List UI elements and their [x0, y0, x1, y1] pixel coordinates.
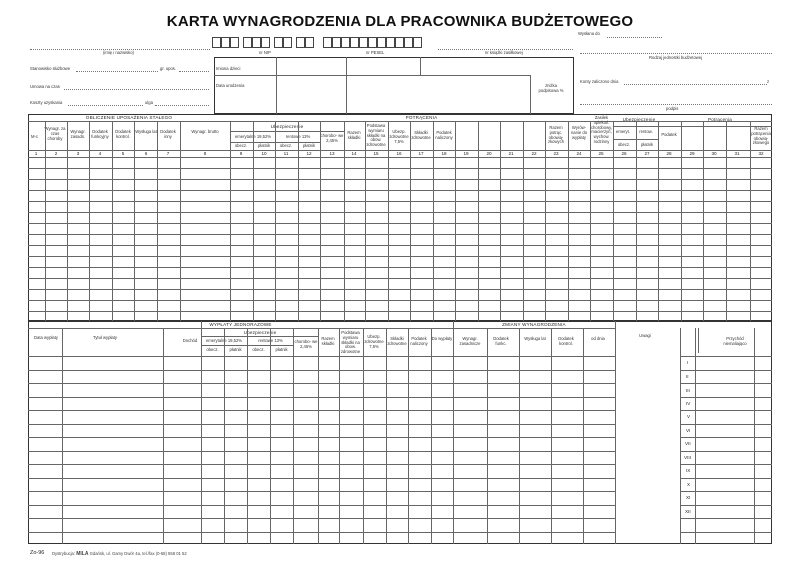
footer-address: Gdańsk, ul. Gamy Dwór 4a, tel./fax (0-58) 558 01 52 [89, 551, 187, 556]
footer-brand: MILA [76, 551, 89, 557]
gr-upos-label: gr. upos. [160, 66, 177, 71]
podatek2-header: Podatek [661, 132, 677, 137]
roman-v: V [687, 414, 691, 419]
dzieci-table [214, 57, 574, 114]
column-rule [568, 121, 569, 321]
column-rule [478, 121, 479, 321]
wynagr-czas-choroby-header: Wynagr. za czas choroby [44, 126, 66, 141]
roman-iv: IV [686, 401, 691, 406]
ubezpieczenie-bottom-header: Ubezpieczenie [243, 330, 277, 335]
imie-nazwisko-label: (imię i nazwisko) [103, 50, 134, 55]
column-rule [613, 121, 614, 321]
przychod-bottom: Przychód niemaliająco [723, 336, 747, 346]
wyplaty-header: WYPŁATY JEDNORAZOWE [209, 322, 272, 327]
table-row [28, 518, 615, 519]
column-rule [431, 328, 432, 544]
razem-skladki-bottom: Razem składki [321, 336, 335, 346]
dodatek-inny-header: Dodatek inny [160, 129, 176, 139]
table-row [28, 245, 772, 246]
form-code: Zo-96 [30, 550, 45, 556]
obecz2-header: obecz. [617, 142, 631, 147]
column-rule [523, 121, 524, 321]
podstawa-header: Podstawa wymiaru składki na obow. zdrowotne [366, 123, 386, 148]
column-rule [365, 121, 366, 321]
column-rule [453, 321, 454, 544]
potracenia2-header: Potrącenia [708, 117, 732, 122]
mc-header: M-c [31, 134, 38, 139]
platnik2-header: płatnik [640, 142, 654, 147]
table-row [28, 311, 772, 312]
rentowe-bottom-header: rentowe 13% [258, 338, 283, 343]
do-wyplaty-bottom: Do wypłaty [431, 336, 453, 341]
roman-iii: III [686, 388, 690, 393]
placnik-header-1: płatnik [257, 143, 271, 148]
emerytalne-header: emerytalne 19,52% [234, 134, 272, 139]
umowa-label: Umowa na czas [30, 84, 60, 89]
column-rule [134, 121, 135, 321]
column-rule [253, 121, 254, 321]
column-rule [583, 328, 584, 544]
column-rule [636, 121, 637, 321]
tytul-wyplaty-header: Tytuł wypłaty [93, 335, 117, 340]
column-rule [224, 328, 225, 544]
month-row [680, 437, 772, 438]
column-rule [433, 121, 434, 321]
table-row [28, 424, 615, 425]
table-row [28, 267, 772, 268]
column-rule [658, 121, 659, 321]
ubezpieczenie-header: Ubezpieczenie [270, 124, 304, 129]
table-row [28, 179, 772, 180]
roman-ix: IX [686, 468, 691, 473]
wysluga-bottom: Wysługa lat [524, 336, 546, 341]
roman-x: X [687, 482, 691, 487]
table-row [28, 410, 615, 411]
wyrow-header: Wyrów- nanie do wypłaty [570, 125, 588, 140]
obecz-header-1: obecz. [234, 143, 248, 148]
konto-line[interactable] [624, 84, 767, 85]
obliczenie-header: OBLICZENIE UPOSAŻENIA STAŁEGO [85, 115, 173, 120]
rodzaj-label: Rodzaj jednostki budżetowej [649, 55, 703, 60]
column-rule [487, 328, 488, 544]
umowa-line[interactable] [64, 89, 209, 90]
table-row [28, 464, 615, 465]
column-rule [551, 328, 552, 544]
wyslana-label: Wysłana do [578, 31, 600, 36]
column-rule [680, 328, 681, 544]
column-rule [386, 328, 387, 544]
column-rule [320, 121, 321, 321]
month-row [680, 532, 772, 533]
roman-viii: VIII [684, 455, 691, 460]
column-rule [163, 328, 164, 544]
column-rule [408, 328, 409, 544]
placnik-header-2: płatnik [302, 143, 316, 148]
column-rule [388, 121, 389, 321]
column-rule [726, 121, 727, 321]
koszty-line[interactable] [68, 105, 143, 106]
table-row [28, 289, 772, 290]
wynagr-zasadn-header: Wynagr. zasadn. [70, 129, 86, 139]
month-row [680, 410, 772, 411]
ubezp-zdrowotne-header: Ubezp. zdrowotne 7,5% [389, 129, 409, 144]
wyslana-line[interactable] [607, 37, 662, 38]
obecz-bottom-1: obecz. [206, 347, 219, 352]
column-rule [455, 121, 456, 321]
dochod-header: Dochód [182, 338, 198, 343]
table-row [28, 451, 615, 452]
pesel-label: nr PESEL [366, 50, 385, 55]
column-rule [62, 328, 63, 544]
month-row [680, 424, 772, 425]
wynagr-zasadn-bottom: Wynagr. zasadnicze [459, 336, 481, 346]
column-rule [698, 328, 699, 353]
data-wyplaty-header: Data wypłaty [34, 335, 58, 340]
razem-potrac2-header: Razem potrącenia obowią- zkowego [751, 126, 771, 146]
footer-dystrybucja: Dystrybucja: [52, 551, 76, 556]
table-row [28, 478, 615, 479]
ubezp-bottom: Ubezp. zdrowotne 7,5% [364, 334, 384, 349]
rentowe-header: rentowe 13% [285, 134, 311, 139]
column-rule [293, 328, 294, 544]
table-row [28, 397, 615, 398]
column-rule [703, 121, 704, 321]
column-rule [545, 121, 546, 321]
rodzaj-line[interactable] [580, 53, 772, 54]
column-rule [695, 328, 696, 544]
month-row [680, 518, 772, 519]
table-row [28, 383, 615, 384]
table-row [28, 212, 772, 213]
table-row [28, 168, 772, 169]
table-row [28, 278, 772, 279]
column-rule [318, 328, 319, 544]
chorobowe-header: chorobo- we 2,45% [320, 133, 344, 143]
column-rule [410, 121, 411, 321]
koszty-label: Koszty uzyskania [30, 100, 63, 105]
skladki-zdrowotne-header: Składki zdrowotne [411, 130, 431, 140]
konto-label: Konty zaliczono dnia [580, 79, 619, 84]
imiona-dzieci-label: Imiona dzieci [216, 66, 241, 71]
month-row [680, 370, 772, 371]
emerytalne-bottom-header: emerytalne 19,52% [205, 338, 243, 343]
table-row [28, 532, 615, 533]
podpis-line[interactable] [580, 104, 772, 105]
column-rule [112, 121, 113, 321]
nr-ksiazki-label: nr książki zasiłkowej [485, 50, 523, 55]
column-rule [157, 121, 158, 321]
column-rule [339, 328, 340, 544]
podatek-naliczony-header: Podatek naliczony [435, 130, 453, 140]
column-rule [230, 121, 231, 321]
table-row [28, 505, 615, 506]
roman-xii: XII [685, 509, 691, 514]
ubezpieczenie2-header: Ubezpieczenie [622, 117, 656, 122]
wynagr-brutto-header: Wynagr. brutto [191, 129, 219, 134]
bottom-table [28, 321, 772, 544]
razem-skladki-header: Razem składki [347, 130, 361, 140]
column-rule [180, 121, 181, 321]
placnik-bottom-2: płatnik [275, 347, 288, 352]
podstawa-bottom: Podstawa wymiaru składki na obow. zdrowotne [340, 330, 361, 355]
podpis-label: podpis [666, 106, 679, 111]
znizka-label: zniżka podpisowa % [538, 83, 564, 93]
uwagi-bottom: Uwagi [639, 333, 651, 338]
column-rule [519, 328, 520, 544]
roman-xi: XI [686, 495, 691, 500]
podatek-bottom: Podatek naliczony [410, 336, 428, 346]
month-row [680, 356, 772, 357]
table-row [28, 491, 615, 492]
month-row [680, 491, 772, 492]
month-row [680, 464, 772, 465]
z-label: z [767, 79, 770, 84]
dodatek-funk-bottom: Dodatek funkc. [493, 336, 509, 346]
stanowisko-line[interactable] [76, 71, 158, 72]
month-row [680, 383, 772, 384]
emeryt2-header: emeryt. [616, 129, 630, 134]
column-rule [89, 121, 90, 321]
footer-distribution [52, 551, 187, 557]
roman-vi: VI [686, 428, 691, 433]
column-rule [275, 121, 276, 321]
table-row [28, 256, 772, 257]
roman-ii: II [686, 374, 689, 379]
zasilek-header: Zasiłek opiekuń. chorobowy, macierzyń, wychow. rodzinny [590, 115, 613, 145]
column-rule [590, 121, 591, 321]
column-rule [344, 121, 345, 321]
table-row [28, 234, 772, 235]
skladki-bottom: Składki zdrowotne [387, 336, 407, 346]
dodatek-kontrol-header: Dodatek kontrol. [115, 129, 131, 139]
obecz-header-2: obecz. [279, 143, 293, 148]
month-row [680, 478, 772, 479]
column-rule [45, 121, 46, 321]
placnik-bottom-1: płatnik [229, 347, 242, 352]
column-rule [247, 328, 248, 544]
wysluga-header: Wysługa lat [135, 129, 157, 134]
roman-i: I [687, 360, 689, 365]
month-row [680, 505, 772, 506]
table-row [28, 201, 772, 202]
stanowisko-label: Stanowisko służbowe [30, 66, 71, 71]
column-rule [615, 321, 616, 544]
od-dnia-bottom: od dnia [591, 336, 605, 341]
gr-upos-line[interactable] [179, 71, 209, 72]
column-rule [298, 121, 299, 321]
table-row [28, 190, 772, 191]
dodatek-funkcyjny-header: Dodatek funkcyjny [91, 129, 109, 139]
column-rule [500, 121, 501, 321]
column-rule [750, 121, 751, 321]
table-row [28, 223, 772, 224]
roman-vii: VII [685, 441, 691, 446]
column-rule [270, 328, 271, 544]
ulga-line[interactable] [155, 105, 209, 106]
chorobowe-bottom-header: chorobo- we 2,45% [294, 339, 318, 349]
table-row [28, 300, 772, 301]
column-rule [363, 328, 364, 544]
table-row [28, 437, 615, 438]
column-rule [201, 321, 202, 544]
ulga-label: ulga [145, 100, 153, 105]
column-rule [681, 121, 682, 321]
zmiany-header: ZMIANY WYNAGRODZENIA [502, 322, 566, 327]
table-row [28, 370, 615, 371]
header-bottom-rule [28, 356, 615, 357]
page-title: KARTA WYNAGRODZENIA DLA PRACOWNIKA BUDŻETOWEGO [166, 13, 634, 30]
data-urodzenia-label: Data urodzenia [216, 83, 245, 88]
razem-potrac-header: Razem potrąc. obowią- zkowych [547, 125, 565, 145]
nip-label: nr NIP [259, 50, 271, 55]
column-rule [754, 328, 755, 544]
potracenia-header: POTRĄCENIA [405, 115, 438, 120]
column-rule [67, 121, 68, 321]
month-row [680, 397, 772, 398]
rentow2-header: rentow. [639, 129, 653, 134]
obecz-bottom-2: obecz. [252, 347, 265, 352]
month-row [680, 451, 772, 452]
dodatek-kontrol-bottom: Dodatek kontrol. [558, 336, 574, 346]
